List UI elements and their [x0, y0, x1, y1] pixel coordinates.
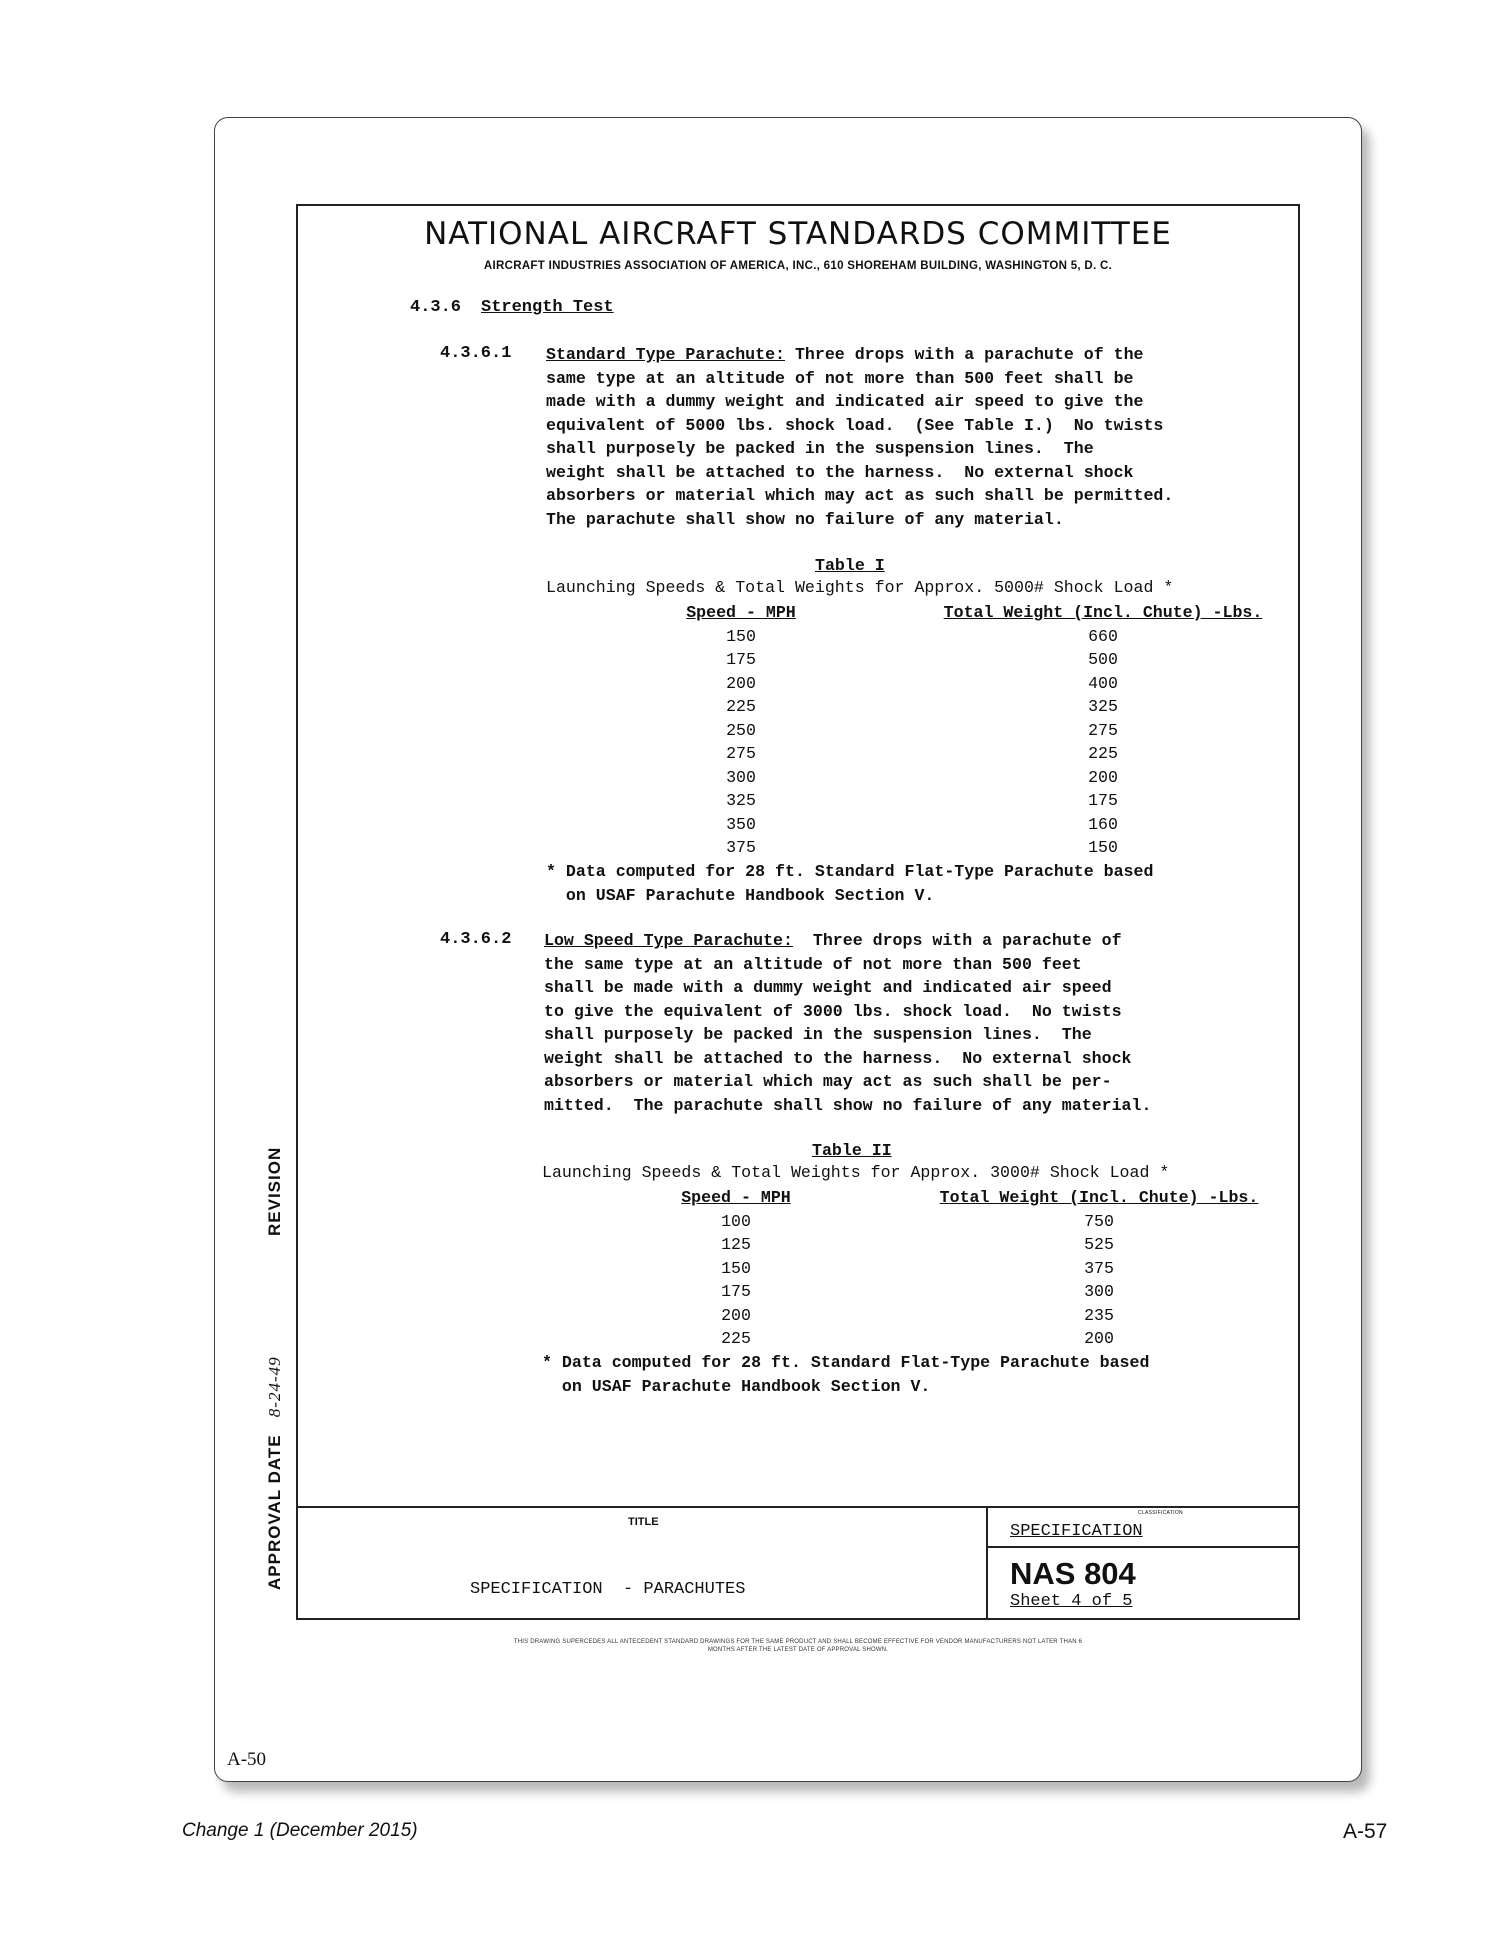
table-cell: 300: [1084, 1282, 1114, 1301]
table-1-weight-header: Total Weight (Incl. Chute) -Lbs.: [943, 603, 1263, 622]
table-cell: 275: [1088, 720, 1118, 740]
table-cell: 125: [721, 1235, 751, 1254]
table-cell: 300: [726, 767, 756, 787]
table-cell: 375: [1084, 1258, 1114, 1278]
table-cell: 275: [726, 744, 756, 763]
section-number: 4.3.6: [410, 298, 462, 317]
table-cell: 225: [726, 697, 756, 716]
table-cell: 200: [721, 1305, 751, 1325]
table-cell: 175: [1088, 791, 1118, 810]
table-1-speed-header: Speed - MPH: [686, 603, 796, 622]
approval-date-vertical: [265, 1356, 285, 1590]
table-cell: 225: [721, 1329, 751, 1348]
supersede-note: THIS DRAWING SUPERCEDES ALL ANTECEDENT STANDARD DRAWINGS FOR THE SAME PRODUCT AND SHALL BECOME EFFECTIVE FOR VENDOR MANUFACTURERS NOT LATER THAN 6 MONTHS AFTER THE LATEST DATE OF APPROVAL SHOWN.: [513, 1639, 1083, 1653]
approval-date-label: APPROVAL DATE: [265, 1434, 284, 1590]
frame-page-label: A-50: [227, 1749, 267, 1770]
table-cell: 525: [1084, 1235, 1114, 1254]
committee-title: NATIONAL AIRCRAFT STANDARDS COMMITTEE: [424, 216, 1172, 252]
table-cell: 175: [721, 1282, 751, 1301]
sheet-number: Sheet 4 of 5: [1010, 1592, 1133, 1611]
title-value: SPECIFICATION - PARACHUTES: [470, 1580, 746, 1599]
subsection-1-heading: Standard Type Parachute:: [546, 345, 785, 364]
table-2-footnote: * Data computed for 28 ft. Standard Flat-Type Parachute based on USAF Parachute Handbook Section V.: [542, 1353, 1150, 1396]
table-1-speed-column: [656, 601, 826, 860]
table-cell: 375: [726, 838, 756, 857]
table-cell: 200: [1088, 767, 1118, 787]
subsection-2-paragraph: Low Speed Type Parachute: Three drops with a parachute of the same type at an altitude of not more than 500 feet shall be made with a dummy weight and indicated air speed to give the equivalent of 3000 lbs. shock load. No twists shall purposely be packed in the suspension lines. The weight shall be attached to the harness. No external shock absorbers or material which may act as such shall be per- mitted. The parachute shall show no failure of any material.: [544, 931, 1152, 1115]
table-cell: 100: [721, 1211, 751, 1231]
subsection-2-heading: Low Speed Type Parachute:: [544, 931, 793, 950]
table-cell: 175: [726, 650, 756, 669]
table-cell: 325: [1088, 697, 1118, 716]
page-footer-number: A-57: [1343, 1820, 1388, 1843]
table-cell: 750: [1084, 1211, 1114, 1231]
title-block-divider: [986, 1508, 988, 1618]
page-footer-change: Change 1 (December 2015): [182, 1820, 418, 1841]
specification-sheet: [265, 204, 1300, 1653]
table-2-speed-header: Speed - MPH: [681, 1188, 791, 1207]
title-block: [298, 1506, 1298, 1618]
subsection-2-number: 4.3.6.2: [440, 930, 512, 949]
table-cell: 200: [726, 673, 756, 693]
table-1-caption: Launching Speeds & Total Weights for Approx. 5000# Shock Load *: [546, 578, 1174, 597]
subsection-1-paragraph: Standard Type Parachute: Three drops with a parachute of the same type at an altitude of not more than 500 feet shall be made with a dummy weight and indicated air speed to give the equivalent of 5000 lbs. shock load. (See Table I.) No twists shall purposely be packed in the suspension lines. The weight shall be attached to the harness. No external shock absorbers or material which may act as such shall be permitted. The parachute shall show no failure of any material.: [546, 345, 1174, 529]
table-2-caption: Launching Speeds & Total Weights for Approx. 3000# Shock Load *: [542, 1163, 1170, 1182]
table-cell: 250: [726, 720, 756, 740]
table-cell: 160: [1088, 814, 1118, 834]
table-1-weight-column: [918, 601, 1288, 860]
table-cell: 150: [1088, 838, 1118, 857]
table-cell: 500: [1088, 650, 1118, 669]
classification-value: SPECIFICATION: [1010, 1522, 1143, 1541]
table-cell: 200: [1084, 1329, 1114, 1348]
table-cell: 150: [726, 626, 756, 646]
table-2-weight-header: Total Weight (Incl. Chute) -Lbs.: [939, 1188, 1259, 1207]
revision-label: REVISION: [265, 1146, 284, 1236]
table-2-weight-column: [914, 1186, 1284, 1351]
table-cell: 400: [1088, 673, 1118, 693]
table-1-footnote: * Data computed for 28 ft. Standard Flat-Type Parachute based on USAF Parachute Handbook Section V.: [546, 862, 1154, 905]
section-heading: Strength Test: [481, 298, 614, 317]
table-cell: 660: [1088, 626, 1118, 646]
classification-label: CLASSIFICATION: [1138, 1510, 1183, 1516]
table-cell: 150: [721, 1258, 751, 1278]
table-cell: 325: [726, 791, 756, 810]
table-cell: 235: [1084, 1305, 1114, 1325]
title-label: TITLE: [628, 1516, 659, 1528]
approval-date-value: 8-24-49: [265, 1356, 284, 1418]
document-number: NAS 804: [1010, 1556, 1136, 1591]
title-block-hline: [986, 1546, 1298, 1548]
subsection-1-number: 4.3.6.1: [440, 344, 512, 363]
table-2-title: Table II: [812, 1141, 892, 1160]
committee-address: AIRCRAFT INDUSTRIES ASSOCIATION OF AMERICA, INC., 610 SHOREHAM BUILDING, WASHINGTON 5, D. C.: [483, 260, 1113, 272]
table-1-title: Table I: [815, 556, 885, 575]
table-2-speed-column: [651, 1186, 821, 1351]
table-cell: 225: [1088, 744, 1118, 763]
table-cell: 350: [726, 814, 756, 834]
